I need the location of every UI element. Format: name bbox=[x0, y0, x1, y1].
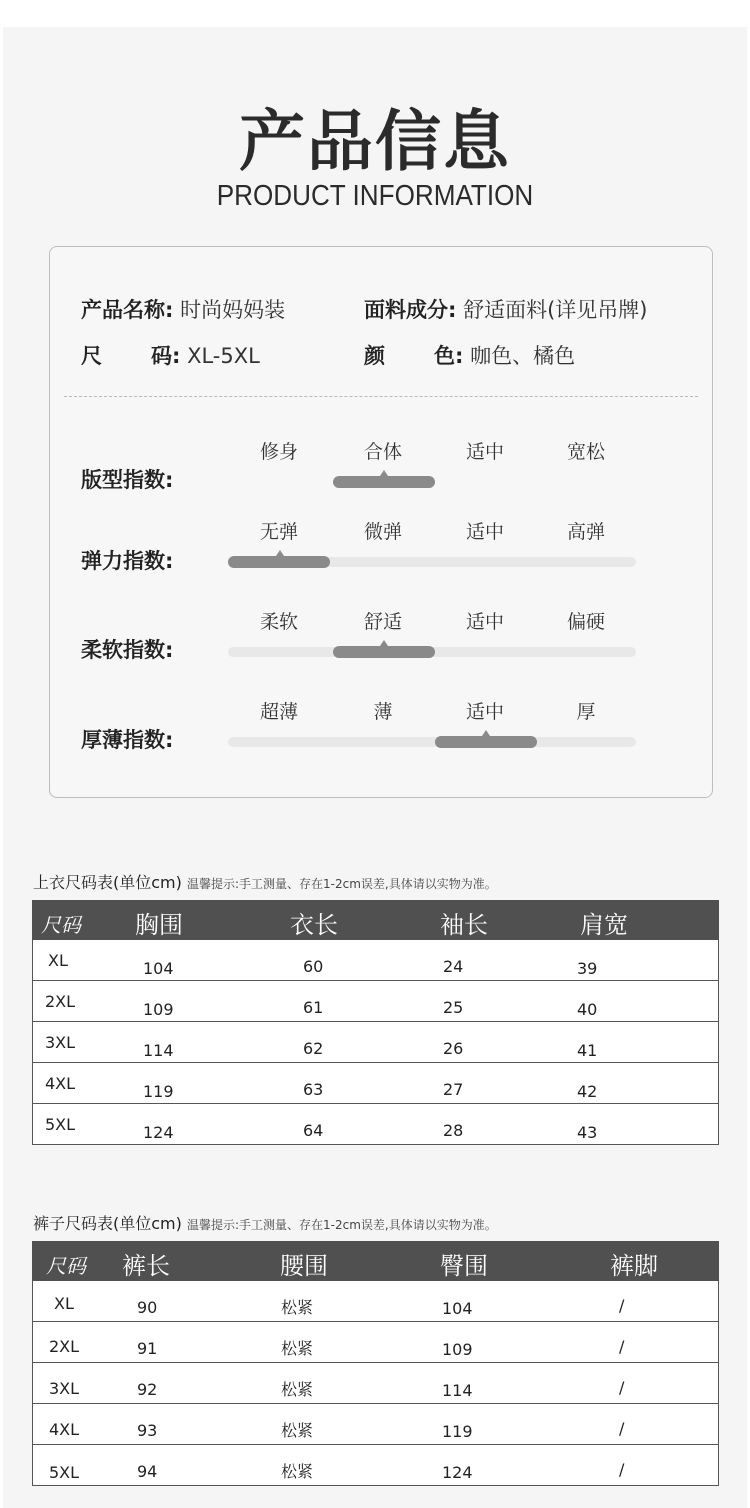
cell-waist: 松紧 bbox=[281, 1462, 314, 1481]
header-hem: 裤脚 bbox=[610, 1252, 658, 1280]
cell-chest: 114 bbox=[143, 1041, 174, 1060]
cell-length: 60 bbox=[303, 957, 324, 976]
thickness-selected-bar bbox=[435, 736, 537, 748]
top-table-title: 上衣尺码表(单位cm) bbox=[33, 873, 182, 892]
cell-pants-length: 90 bbox=[137, 1298, 158, 1317]
header-size: 尺码 bbox=[41, 913, 81, 937]
table-row bbox=[32, 1322, 719, 1363]
cell-waist: 松紧 bbox=[281, 1339, 314, 1358]
cell-pants-length: 93 bbox=[137, 1421, 158, 1440]
pants-table-note: 温馨提示:手工测量、存在1-2cm误差,具体请以实物为准。 bbox=[186, 1218, 497, 1232]
header-length: 衣长 bbox=[290, 911, 338, 939]
cell-waist: 松紧 bbox=[281, 1298, 314, 1317]
fit-selected-bar bbox=[333, 476, 435, 488]
cell-shoulder: 42 bbox=[577, 1082, 598, 1101]
table-row bbox=[32, 1404, 719, 1445]
thickness-option: 适中 bbox=[465, 701, 504, 723]
thickness-track bbox=[228, 737, 636, 747]
table-row bbox=[32, 1445, 719, 1486]
cell-hip: 109 bbox=[442, 1340, 473, 1359]
product-name bbox=[81, 294, 285, 324]
elasticity-option: 无弹 bbox=[259, 521, 298, 543]
table-row bbox=[32, 1363, 719, 1404]
product-name-label: 产品名称: bbox=[81, 298, 174, 322]
cell-sleeve: 24 bbox=[443, 957, 464, 976]
thickness-option: 厚 bbox=[576, 701, 596, 723]
cell-waist: 松紧 bbox=[281, 1380, 314, 1399]
fabric-value: 舒适面料(详见吊牌) bbox=[463, 298, 648, 322]
size-label-first: 尺 bbox=[81, 344, 102, 368]
table-row bbox=[32, 1022, 719, 1063]
cell-sleeve: 26 bbox=[443, 1039, 464, 1058]
cell-hip: 124 bbox=[442, 1463, 473, 1482]
page-title: 产品信息 bbox=[239, 103, 511, 180]
table-row bbox=[32, 1104, 719, 1145]
elasticity-option: 微弹 bbox=[363, 521, 402, 543]
header-chest: 胸围 bbox=[135, 911, 183, 939]
softness-option: 适中 bbox=[465, 611, 504, 633]
cell-size: 2XL bbox=[49, 1337, 80, 1356]
header-waist: 腰围 bbox=[280, 1252, 328, 1280]
pants-table-caption bbox=[33, 1211, 497, 1234]
cell-size: 3XL bbox=[45, 1033, 76, 1052]
softness-option: 柔软 bbox=[259, 611, 298, 633]
cell-shoulder: 39 bbox=[577, 959, 598, 978]
color-label-first: 颜 bbox=[364, 344, 385, 368]
cell-size: 4XL bbox=[49, 1420, 80, 1439]
table-row bbox=[32, 981, 719, 1022]
top-table-caption bbox=[33, 870, 497, 893]
cell-hem: / bbox=[619, 1296, 625, 1315]
thickness-option: 薄 bbox=[373, 701, 393, 723]
page-subtitle: PRODUCT INFORMATION bbox=[216, 180, 534, 212]
cell-length: 61 bbox=[303, 998, 324, 1017]
header-shoulder: 肩宽 bbox=[580, 911, 628, 939]
header-hip: 臀围 bbox=[440, 1252, 488, 1280]
color-info bbox=[364, 340, 575, 370]
cell-size: XL bbox=[48, 951, 68, 970]
fabric-label: 面料成分: bbox=[364, 298, 457, 322]
header-sleeve: 袖长 bbox=[440, 911, 488, 939]
table-header bbox=[32, 900, 719, 940]
size-value: XL-5XL bbox=[187, 344, 260, 368]
size-label-second: 码: bbox=[151, 344, 181, 368]
fit-option: 宽松 bbox=[566, 441, 605, 463]
softness-index-label: 柔软指数: bbox=[81, 638, 174, 662]
dashed-divider bbox=[64, 396, 698, 397]
table-row bbox=[32, 1281, 719, 1322]
cell-shoulder: 41 bbox=[577, 1041, 598, 1060]
cell-shoulder: 43 bbox=[577, 1123, 598, 1142]
pants-size-table bbox=[32, 1241, 719, 1485]
cell-hem: / bbox=[619, 1460, 625, 1479]
table-header bbox=[32, 1241, 719, 1281]
product-name-value: 时尚妈妈装 bbox=[180, 298, 286, 322]
cell-waist: 松紧 bbox=[281, 1421, 314, 1440]
cell-length: 64 bbox=[303, 1121, 324, 1140]
cell-chest: 104 bbox=[143, 959, 174, 978]
cell-size: 2XL bbox=[45, 992, 76, 1011]
table-row bbox=[32, 1063, 719, 1104]
fit-option: 合体 bbox=[363, 441, 402, 463]
size-info bbox=[81, 340, 260, 370]
cell-chest: 124 bbox=[143, 1123, 174, 1142]
softness-selected-bar bbox=[333, 646, 435, 658]
cell-length: 62 bbox=[303, 1039, 324, 1058]
cell-size: 5XL bbox=[45, 1115, 76, 1134]
cell-chest: 109 bbox=[143, 1000, 174, 1019]
cell-shoulder: 40 bbox=[577, 1000, 598, 1019]
cell-size: 4XL bbox=[45, 1074, 76, 1093]
cell-hip: 114 bbox=[442, 1381, 473, 1400]
header-pants-length: 裤长 bbox=[122, 1252, 170, 1280]
cell-pants-length: 91 bbox=[137, 1339, 158, 1358]
cell-length: 63 bbox=[303, 1080, 324, 1099]
pants-table-title: 裤子尺码表(单位cm) bbox=[33, 1214, 182, 1233]
cell-hip: 104 bbox=[442, 1299, 473, 1318]
table-row bbox=[32, 940, 719, 981]
elasticity-option: 适中 bbox=[465, 521, 504, 543]
thickness-index-label: 厚薄指数: bbox=[81, 728, 174, 752]
fit-option: 修身 bbox=[259, 441, 298, 463]
elasticity-selected-bar bbox=[228, 556, 330, 568]
fabric-info bbox=[364, 294, 647, 324]
cell-size: 3XL bbox=[49, 1379, 80, 1398]
fit-index-label: 版型指数: bbox=[81, 468, 174, 492]
cell-size: 5XL bbox=[49, 1463, 80, 1482]
color-label-second: 色: bbox=[434, 344, 464, 368]
header-size: 尺码 bbox=[46, 1254, 86, 1278]
elasticity-option: 高弹 bbox=[566, 521, 605, 543]
cell-hem: / bbox=[619, 1378, 625, 1397]
cell-pants-length: 92 bbox=[137, 1380, 158, 1399]
cell-pants-length: 94 bbox=[137, 1462, 158, 1481]
color-value: 咖色、橘色 bbox=[470, 344, 576, 368]
softness-option: 偏硬 bbox=[566, 611, 605, 633]
elasticity-index-label: 弹力指数: bbox=[81, 549, 174, 573]
cell-hip: 119 bbox=[442, 1422, 473, 1441]
top-table-note: 温馨提示:手工测量、存在1-2cm误差,具体请以实物为准。 bbox=[186, 877, 497, 891]
cell-size: XL bbox=[54, 1294, 74, 1313]
cell-chest: 119 bbox=[143, 1082, 174, 1101]
fit-option: 适中 bbox=[465, 441, 504, 463]
softness-option: 舒适 bbox=[363, 611, 402, 633]
cell-sleeve: 28 bbox=[443, 1121, 464, 1140]
cell-hem: / bbox=[619, 1337, 625, 1356]
top-size-table bbox=[32, 900, 719, 1144]
cell-hem: / bbox=[619, 1419, 625, 1438]
cell-sleeve: 27 bbox=[443, 1080, 464, 1099]
thickness-option: 超薄 bbox=[259, 701, 298, 723]
cell-sleeve: 25 bbox=[443, 998, 464, 1017]
